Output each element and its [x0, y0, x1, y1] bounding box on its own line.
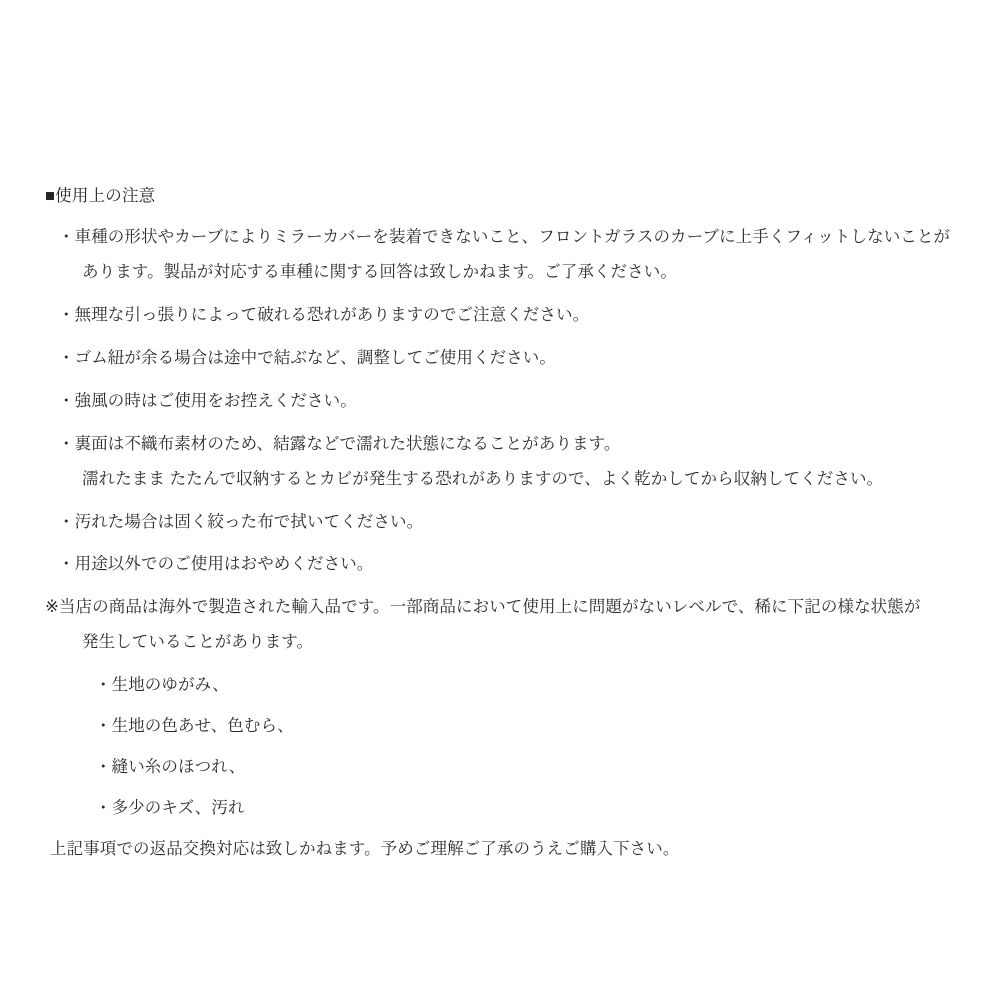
page-title: ■使用上の注意 [45, 187, 156, 205]
defect-fabric-fading: ・生地の色あせ、色むら、 [95, 717, 294, 736]
note-do-not-pull: ・無理な引っ張りによって破れる恐れがありますのでご注意ください。 [58, 305, 590, 324]
note-import-disclaimer: ※当店の商品は海外で製造された輸入品です。一部商品において使用上に問題がないレベルで、稀に下記の様な状態が [45, 598, 921, 617]
closing-no-returns: 上記事項での返品交換対応は致しかねます。予めご理解ご了承のうえご購入下さい。 [50, 839, 680, 858]
note-mirror-cover-fit-cont: あります。製品が対応する車種に関する回答は致しかねます。ご了承ください。 [82, 263, 677, 282]
note-strong-wind: ・強風の時はご使用をお控えください。 [58, 391, 357, 410]
note-nonwoven-back: ・裏面は不織布素材のため、結露などで濡れた状態になることがあります。 [58, 434, 621, 453]
note-mirror-cover-fit: ・車種の形状やカーブによりミラーカバーを装着できないこと、フロントガラスのカーブに上手くフィットしないことが [58, 228, 951, 247]
note-rubber-cord: ・ゴム紐が余る場合は途中で結ぶなど、調整してご使用ください。 [58, 348, 556, 367]
note-cleaning: ・汚れた場合は固く絞った布で拭いてください。 [58, 512, 424, 531]
defect-fabric-distortion: ・生地のゆがみ、 [95, 676, 229, 695]
defect-thread-fraying: ・縫い糸のほつれ、 [95, 758, 246, 777]
note-intended-use: ・用途以外でのご使用はおやめください。 [58, 555, 374, 574]
notes-list [45, 226, 955, 862]
note-nonwoven-back-cont: 濡れたまま たたんで収納するとカビが発生する恐れがありますので、よく乾かしてから収納してください。 [82, 469, 884, 488]
defect-minor-scratches: ・多少のキズ、汚れ [95, 799, 245, 817]
note-import-disclaimer-cont: 発生していることがあります。 [82, 633, 314, 652]
